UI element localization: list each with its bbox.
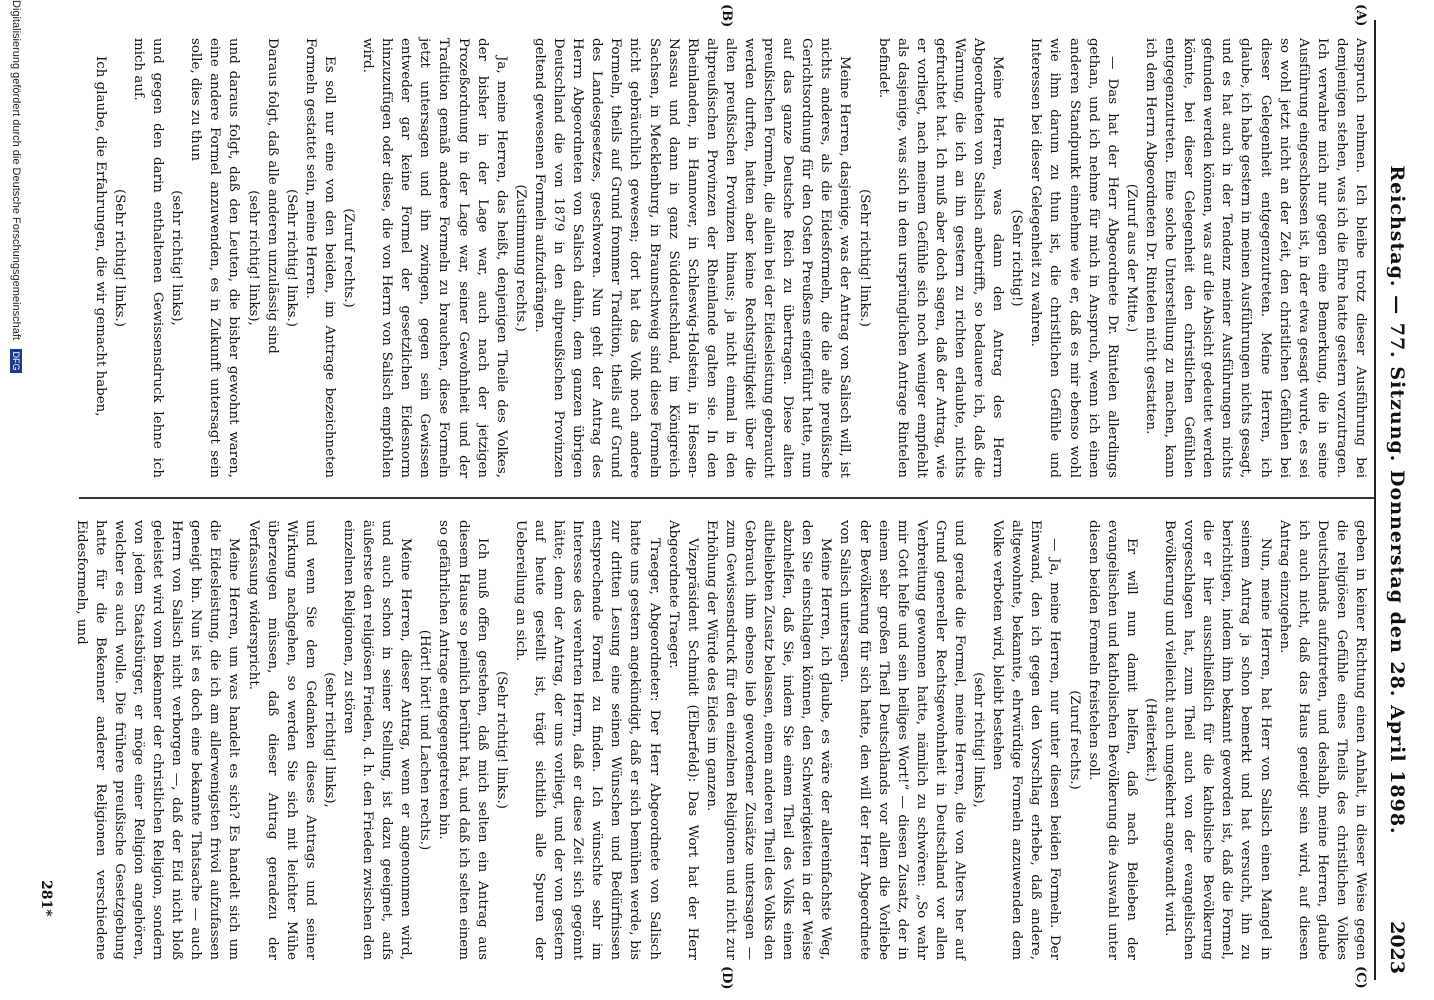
column-divider bbox=[79, 497, 1374, 499]
paragraph: und gegen den darin enthaltenen Gewissensdruck lehne ich mich auf. bbox=[131, 38, 166, 478]
paragraph: und gerade die Formel, meine Herren, die von Alters her auf Grund genereller Rechtsgewohnheit in Deutschland vor allen Verbreitung gewonnen hatte, nämlich zu schwören: „So wahr mir Gott helfe und sein heiliges Wort!“ — diesen Zusatz, der in einem sehr großen Theil Deutschlands vor allem die Vorliebe der Bevölkerung für sich hatte, den will der Herr Abgeordnete von Salisch untersagen. bbox=[837, 520, 968, 960]
stage-direction: (Sehr richtig! links.) bbox=[111, 189, 127, 327]
margin-marker-c: (C) bbox=[1353, 966, 1368, 989]
stage-direction: (Zuruf rechts.) bbox=[1066, 690, 1082, 790]
paragraph: Meine Herren, um was handelt es sich? Es handelt sich um die Eidesleistung, die ich am allerwenigsten frivol aufzufassen geneigt bin. Nun ist es doch eine bekannte Thatsache — auch Herrn von Salisch nicht verborgen —, daß der Eid nicht bloß geleistet wird vom Bekenner der christlichen Religion, sondern von jedem Staatsbürger, er möge einer Religion angehören, welcher es auch wolle. Die frühere preußische Gesetzgebung hatte für die Bekenner anderer Religionen verschiedene Eidesformeln, und bbox=[73, 520, 242, 960]
paragraph: Vizepräsident Schmidt (Elberfeld): Das Wort hat der Herr Abgeordnete Traeger. bbox=[665, 520, 700, 960]
header-title: Reichstag. — 77. Sitzung. Donnerstag den 28. April 1898. bbox=[1386, 165, 1408, 835]
stage-direction: (Zuruf aus der Mitte.) bbox=[1123, 183, 1139, 333]
digitization-text: Digitalisierung gefördert durch die Deutsche Forschungsgemeinschaft bbox=[10, 0, 22, 340]
signature-mark: 281* bbox=[38, 880, 54, 917]
dfg-logo: DFG bbox=[10, 349, 22, 373]
paragraph: Nun, meine Herren, hat Herr von Salisch einen Mangel in seinem Antrag ja schon bemerkt und hat versucht, ihn zu berichtigen, indem ihm bekannt geworden ist, daß die Formel, die er hier ausschließlich für die katholische Bevölkerung vorgeschlagen hat, zum Theil auch von der evangelischen Bevölkerung und vielleicht auch umgekehrt angewandt wird. bbox=[1162, 520, 1273, 960]
stage-direction: (sehr richtig! links), bbox=[321, 672, 337, 808]
stage-direction: (Sehr richtig! links.) bbox=[283, 189, 299, 327]
page-number: 2023 bbox=[1386, 921, 1408, 974]
paragraph: — Ja, meine Herren, nur unter diesen beiden Formeln. Der Einwand, den ich gegen den Vorschlag erhebe, daß andere, altgewohnte, bekannte, ehrwürdige Formeln anzuwenden dem Volke verboten wird, bleibt bestehen bbox=[990, 520, 1063, 960]
paragraph: Meine Herren, ich glaube, es wäre der allereinfachste Weg, den Sie einschlagen können, den Schwierigkeiten in der Weise abzuhelfen, daß Sie, indem Sie einem Theil des Volks einen altbeliebten Zusatz belassen, einem anderen Theil des Volks den Gebrauch ihm ebenso lieb gewordener Zusätze untersagen — zum Gewissensdruck für den einzelnen Religionen und nicht zur Erhöhung der Würde des Eides im ganzen. bbox=[703, 520, 834, 960]
stage-direction: (sehr richtig! links), bbox=[971, 672, 987, 808]
margin-marker-d: (D) bbox=[719, 966, 734, 990]
stage-direction: (Zuruf rechts.) bbox=[341, 208, 357, 308]
stage-direction: (Zustimmung rechts.) bbox=[512, 184, 528, 332]
paragraph: und wenn Sie dem Gedanken dieses Antrags und seiner Wirkung nachgehen, so werden Sie sich mit leichter Mühe überzeugen müssen, daß dieser Antrag geradezu der Verfassung widerspricht. bbox=[245, 520, 318, 960]
stage-direction: (Heiterkeit.) bbox=[1142, 698, 1158, 782]
paragraph: Meine Herren, dasjenige, was der Antrag von Salisch will, ist nichts anderes, als die Eidesformeln, die die alte preußische Gerichtsordnung für den Osten Preußens eingeführt hatte, nun auf das ganze Deutsche Reich zu übertragen. Diese alten preußischen Formeln, die allein bei der Eidesleistung gebraucht werden durften, hatten aber keine Rechtsgültigkeit über die alten preußischen Provinzen hinaus; ja nicht einmal in den altpreußischen Provinzen der Rheinlande galten sie. In den Rheinlanden, in Hannover, in Schleswig-Holstein, in Hessen-Nassau und dann in ganz Süddeutschland, im Königreich Sachsen, in Mecklenburg, in Braunschweig sind diese Formeln nicht gebräuchlich gewesen; dort hat das Volk noch andere Formeln, theils auf Grund frommer Tradition, theils auf Grund des Landesgesetzes, geschworen. Nun geht der Antrag des Herrn Abgeordneten von Salisch dahin, dem ganzen übrigen Deutschland die von 1879 in den altpreußischen Provinzen geltend gewesenen Formeln aufzudrängen. bbox=[531, 38, 853, 478]
stage-direction: (Sehr richtig! links.) bbox=[493, 671, 509, 809]
stage-direction: (Sehr richtig!) bbox=[1009, 209, 1025, 307]
paragraph: Traeger, Abgeordneter: Der Herr Abgeordnete von Salisch hatte uns gestern angekündigt, daß er sich bemühen werde, bis zur dritten Lesung eine seinen Wünschen und Bedürfnissen entsprechende Formel zu finden. Ich wünschte sehr im Interesse des verehrten Herrn, daß er diese Zeit sich gegönnt hätte; denn der Antrag, der uns vorliegt, und der von gestern auf heute gestellt ist, trägt sichtlich alle Spuren der Uebereilung an sich. bbox=[512, 520, 662, 960]
stage-direction: (Hört! hört! und Lachen rechts.) bbox=[417, 629, 433, 851]
digitization-footer bbox=[2, 0, 22, 1000]
margin-marker-b: (B) bbox=[719, 4, 734, 28]
paragraph: Anspruch nehmen. Ich bleibe trotz dieser Ausführung bei demjenigen stehen, was ich die Ehre hatte gestern vorzutragen. Ich verwahre mich nur gegen eine Bemerkung, die in seine Ausführung eingeschlossen ist, in der etwa gesagt wurde, es sei so wohl jetzt nicht an der Zeit, den christlichen Gefühlen bei dieser Gelegenheit entgegenzutreten. Meine Herren, ich glaube, ich habe gestern in meinen Ausführungen nichts gesagt, und es hat auch in der Tendenz meiner Ausführungen nichts gefunden werden können, was auf die Absicht gedeutet werden könnte, bei dieser Gelegenheit den christlichen Gefühlen entgegenzutreten. Eine solche Unterstellung zu machen, kann ich dem Herrn Abgeordneten Dr. Rintelen nicht gestatten. bbox=[1142, 38, 1368, 478]
paragraph: — Das hat der Herr Abgeordnete Dr. Rintelen allerdings gethan, und ich nehme für mich in Anspruch, wenn ich einen anderen Standpunkt einnehme wie er, daß es mir ebenso wohl wie ihm darum zu thun ist, die christlichen Gefühle und Interessen bei dieser Gelegenheit zu wahren. bbox=[1028, 38, 1120, 478]
paragraph: und daraus folgt, daß den Leuten, die bisher gewohnt waren, eine andere Formel anzuwenden, es in Zukunft untersagt sein solle, dies zu thun bbox=[188, 38, 242, 478]
paragraph: Ich muß offen gestehen, daß mich selten ein Antrag aus diesem Hause so peinlich berührt hat, und daß ich selten einem so gefährlichen Antrage entgegengetreten bin. bbox=[436, 520, 490, 960]
paragraph: Meine Herren, was dann den Antrag des Herrn Abgeordneten von Salisch anbetrifft, so bedauere ich, daß die Warnung, die ich an ihn gestern zu richten erlaubte, nichts gefruchtet hat. Ich muß aber doch sagen, daß der Antrag, wie er vorliegt, nach meinem Gefühle sich noch weniger empfiehlt als dasjenige, was sich in dem ursprünglichen Antrage Rintelen befindet. bbox=[875, 38, 1006, 478]
paragraph: Ich glaube, die Erfahrungen, die wir gemacht haben, bbox=[92, 56, 108, 417]
stage-direction: (sehr richtig! links), bbox=[245, 190, 261, 326]
page-header bbox=[1374, 20, 1412, 980]
margin-marker-a: (A) bbox=[1353, 4, 1368, 27]
paragraph: Es soll nur eine von den beiden, im Antrage bezeichneten Formeln gestattet sein, meine Herren. bbox=[302, 38, 337, 478]
stage-direction: (sehr richtig! links), bbox=[169, 190, 185, 326]
paragraph: Er will nun damit helfen, daß nach Belieben der evangelischen und katholischen Bevölkerung die Auswahl unter diesen beiden Formeln freistehen soll. bbox=[1085, 520, 1139, 960]
paragraph: geben in keiner Richtung einen Anhalt, in dieser Weise gegen die religiösen Gefühle eines Theils des christlichen Volkes Deutschlands aufzutreten, und deshalb, meine Herren, glaube ich auch nicht, daß das Haus geneigt sein wird, auf diesen Antrag einzugehen. bbox=[1276, 520, 1368, 960]
paragraph: Daraus folgt, daß alle anderen unzulässig sind bbox=[264, 38, 280, 354]
right-column bbox=[72, 520, 1370, 960]
paragraph: Ja, meine Herren, das heißt, denjenigen Theile des Volkes, der bisher in der Lage war, auch nach der jetzigen Prozeßordnung in der Lage war, seiner Gewohnheit und der Tradition gemäß andere Formeln zu brauchen, diese Formeln jetzt untersagen und ihn zwingen, gegen sein Gewissen entweder gar keine Formel der gesetzlichen Eidesnorm hinzuzufügen oder diese, die von Herrn von Salisch empfohlen wird. bbox=[360, 38, 509, 478]
paragraph: Meine Herren, dieser Antrag, wenn er angenommen wird, und auch schon in seiner Stellung, ist dazu geeignet, aufs äußerste den religiösen Frieden, d. h. den Frieden zwischen den einzelnen Religionen, zu stören bbox=[341, 520, 414, 960]
left-column bbox=[91, 38, 1370, 478]
stage-direction: (Sehr richtig! links.) bbox=[856, 189, 872, 327]
